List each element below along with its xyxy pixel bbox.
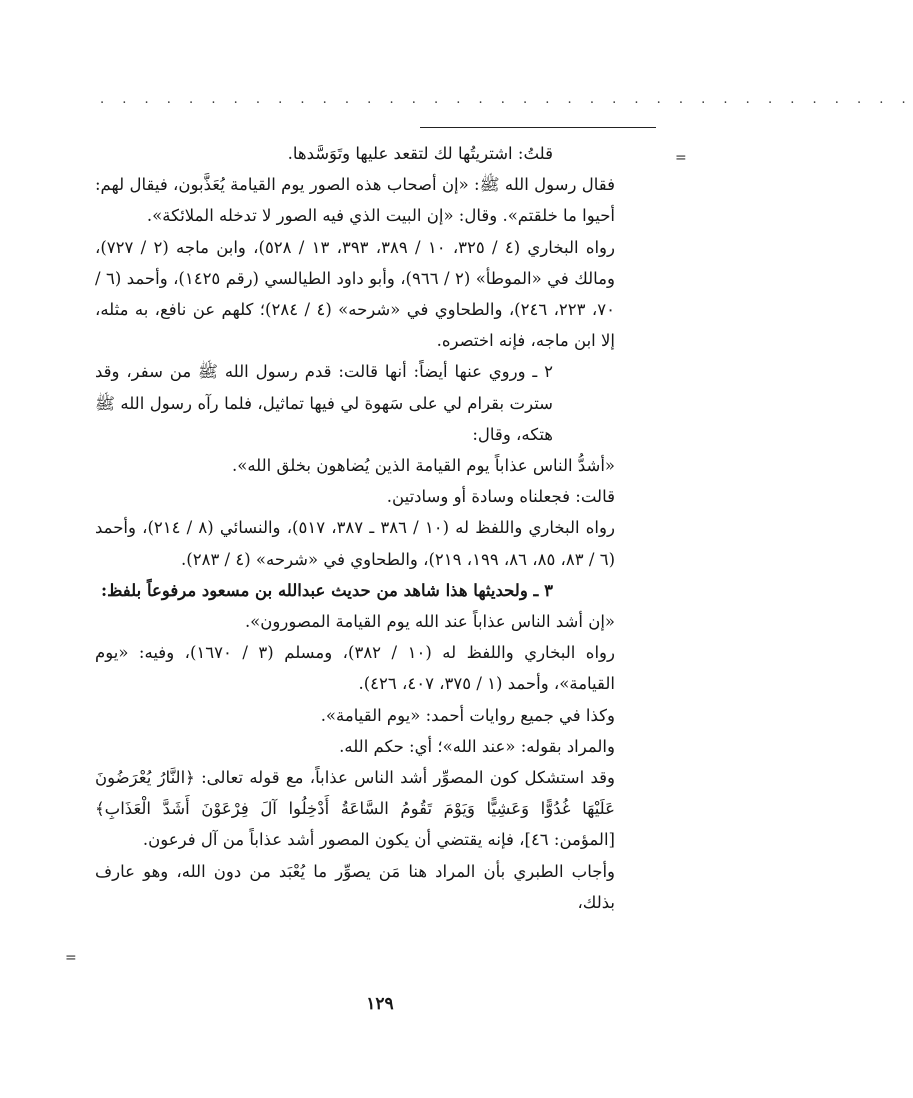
margin-mark-top: = bbox=[675, 150, 687, 166]
margin-mark-bottom: = bbox=[65, 950, 77, 966]
section-heading: ٣ ـ ولحديثها هذا شاهد من حديث عبدالله بن مسعود مرفوعاً بلفظ: bbox=[101, 580, 553, 600]
paragraph: والمراد بقوله: «عند الله»؛ أي: حكم الله. bbox=[339, 736, 615, 756]
citation-paragraph: رواه البخاري واللفظ له (١٠ / ٣٨٦ ـ ٣٨٧، ٥١٧)، والنسائي (٨ / ٢١٤)، وأحمد (٦ / ٨٣، ٨٥، ٨٦، ١٩٩، ٢١٩)، والطحاوي في «شرحه» (٤ / ٢٨٣). bbox=[95, 518, 615, 569]
hadith-quote: «أشدُّ الناس عذاباً يوم القيامة الذين يُضاهون بخلق الله». bbox=[232, 456, 615, 476]
paragraph: وقد استشكل كون المصوِّر أشد الناس عذاباً، مع قوله تعالى: ﴿النَّارُ يُعْرَضُونَ عَلَيْهَا غُدُوًّا وَعَشِيًّا وَيَوْمَ تَقُومُ السَّاعَةُ أَدْخِلُوا آلَ فِرْعَوْنَ أَشَدَّ الْعَذَابِ﴾ [المؤمن: ٤٦]، فإنه يقتضي أن يكون المصور أشد عذاباً من آل فرعون. bbox=[95, 768, 615, 850]
paragraph: وكذا في جميع روايات أحمد: «يوم القيامة». bbox=[320, 705, 615, 725]
header-dots: . . . . . . . . . . . . . . . . . . . . . . . . . . . . . . . . . . . . . bbox=[100, 92, 913, 107]
citation-paragraph: رواه البخاري (٤ / ٣٢٥، ١٠ / ٣٨٩، ٣٩٣، ١٣ / ٥٢٨)، وابن ماجه (٢ / ٧٢٧)، ومالك في «الموطأ» (٢ / ٩٦٦)، وأبو داود الطيالسي (رقم ١٤٢٥)، وأحمد (٦ / ٧٠، ٢٢٣، ٢٤٦)، والطحاوي في «شرحه» (٤ / ٢٨٤)؛ كلهم عن نافع، به مثله، إلا ابن ماجه، فإنه اختصره. bbox=[95, 237, 615, 351]
citation-paragraph: رواه البخاري واللفظ له (١٠ / ٣٨٢)، ومسلم (٣ / ١٦٧٠)، وفيه: «يوم القيامة»، وأحمد (١ / ٣٧٥، ٤٠٧، ٤٢٦). bbox=[95, 643, 615, 694]
paragraph: فقال رسول الله ﷺ: «إن أصحاب هذه الصور يوم القيامة يُعَذَّبون، فيقال لهم: أحيوا ما خلقتم». وقال: «إن البيت الذي فيه الصور لا تدخله الملائكة». bbox=[95, 175, 615, 226]
paragraph: ٢ ـ وروي عنها أيضاً: أنها قالت: قدم رسول الله ﷺ من سفر، وقد سترت بقرام لي على سَهوة لي فيها تماثيل، فلما رآه رسول الله ﷺ هتكه، وقال: bbox=[95, 362, 553, 444]
page-body bbox=[95, 138, 615, 918]
header-rule bbox=[420, 127, 656, 128]
hadith-quote: «إن أشد الناس عذاباً عند الله يوم القيامة المصورون». bbox=[244, 612, 615, 632]
page-number: ١٢٩ bbox=[366, 994, 394, 1014]
paragraph: قلتُ: اشتريتُها لك لتقعد عليها وتَوَسَّدها. bbox=[287, 144, 553, 163]
paragraph: وأجاب الطبري بأن المراد هنا مَن يصوِّر ما يُعْبَد من دون الله، وهو عارف بذلك، bbox=[95, 861, 615, 912]
paragraph: قالت: فجعلناه وسادة أو وسادتين. bbox=[386, 487, 615, 507]
